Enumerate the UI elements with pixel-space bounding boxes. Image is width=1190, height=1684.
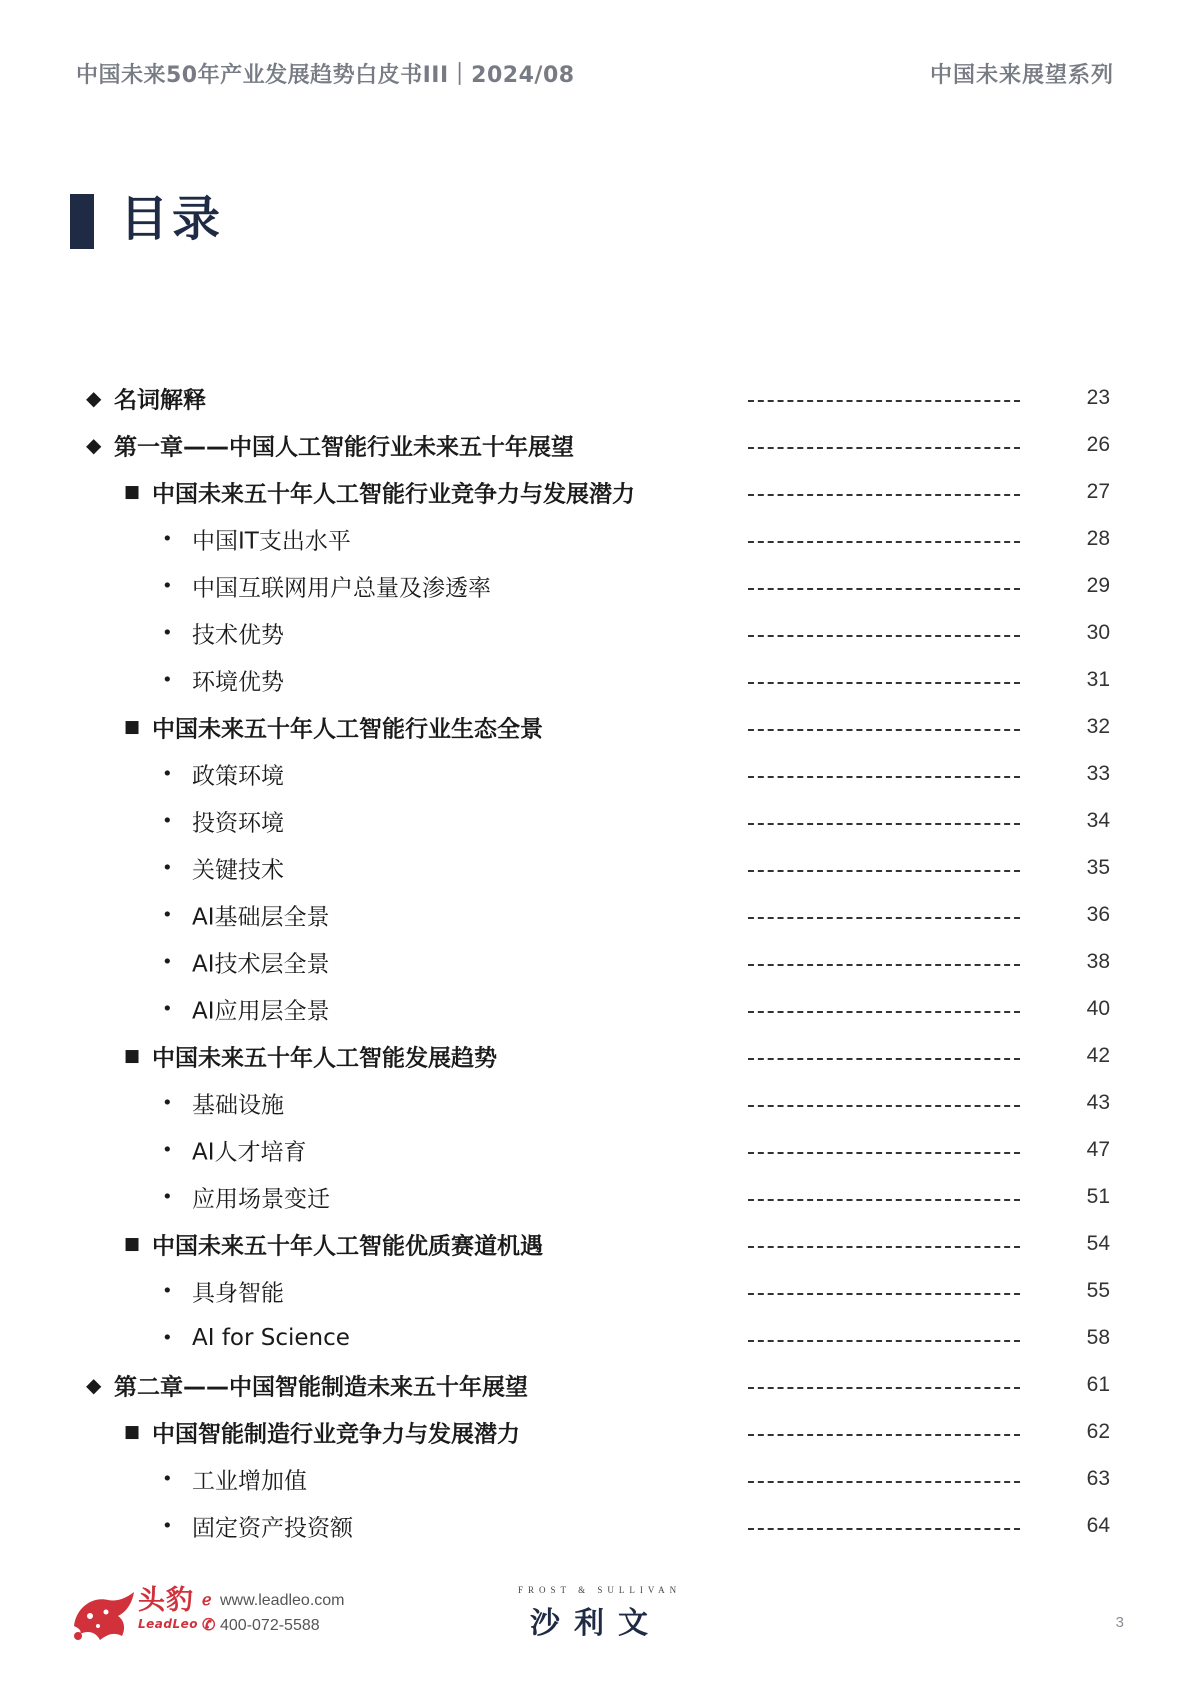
phone-icon: ✆ [202, 1617, 216, 1634]
toc-entry[interactable] [0, 1126, 1190, 1173]
toc-entry-label: 应用场景变迁 [192, 1186, 330, 1212]
toc-entry[interactable] [0, 750, 1190, 797]
toc-entry-page: 47 [1086, 1137, 1110, 1161]
toc-leader-dashes [748, 917, 1020, 919]
dot-bullet-icon: • [162, 857, 173, 878]
toc-entry-page: 26 [1086, 432, 1110, 456]
toc-entry-page: 29 [1086, 573, 1110, 597]
toc-entry[interactable] [0, 421, 1190, 468]
dot-bullet-icon: • [162, 575, 173, 596]
toc-entry[interactable] [0, 374, 1190, 421]
toc-leader-dashes [748, 1340, 1020, 1342]
toc-leader-dashes [748, 1434, 1020, 1436]
toc-entry-page: 34 [1086, 808, 1110, 832]
toc-entry-label: 中国互联网用户总量及渗透率 [192, 575, 491, 601]
table-of-contents [0, 374, 1190, 1549]
toc-entry-page: 55 [1086, 1278, 1110, 1302]
toc-entry-page: 32 [1086, 714, 1110, 738]
toc-entry-label: 第二章——中国智能制造未来五十年展望 [114, 1374, 528, 1400]
toc-entry-label: AI应用层全景 [192, 998, 330, 1024]
toc-entry-label: AI人才培育 [192, 1139, 307, 1165]
toc-entry-label: 中国未来五十年人工智能优质赛道机遇 [152, 1233, 543, 1259]
dot-bullet-icon: • [162, 998, 173, 1019]
dot-bullet-icon: • [162, 1327, 173, 1348]
square-bullet-icon: ■ [124, 481, 141, 502]
toc-entry-page: 61 [1086, 1372, 1110, 1396]
toc-entry-page: 42 [1086, 1043, 1110, 1067]
toc-leader-dashes [748, 1246, 1020, 1248]
frost-sullivan-wordmark: FROST & SULLIVAN [518, 1585, 682, 1595]
toc-entry[interactable] [0, 656, 1190, 703]
toc-entry[interactable] [0, 1079, 1190, 1126]
dot-bullet-icon: • [162, 1280, 173, 1301]
toc-entry-page: 64 [1086, 1513, 1110, 1537]
toc-entry[interactable] [0, 1267, 1190, 1314]
toc-entry[interactable] [0, 797, 1190, 844]
toc-leader-dashes [748, 729, 1020, 731]
phone-number: 400-072-5588 [220, 1617, 320, 1634]
dot-bullet-icon: • [162, 528, 173, 549]
toc-leader-dashes [748, 1152, 1020, 1154]
toc-entry-page: 62 [1086, 1419, 1110, 1443]
toc-entry-page: 51 [1086, 1184, 1110, 1208]
toc-entry-page: 23 [1086, 385, 1110, 409]
toc-entry-label: 第一章——中国人工智能行业未来五十年展望 [114, 434, 574, 460]
toc-entry[interactable] [0, 609, 1190, 656]
toc-entry[interactable] [0, 703, 1190, 750]
brand-cn: 头豹 [138, 1585, 194, 1616]
toc-entry-label: 中国智能制造行业竞争力与发展潜力 [152, 1421, 520, 1447]
toc-entry-label: 中国未来五十年人工智能发展趋势 [152, 1045, 497, 1071]
toc-entry-page: 38 [1086, 949, 1110, 973]
toc-leader-dashes [748, 541, 1020, 543]
leadleo-logo-icon [70, 1586, 140, 1646]
dot-bullet-icon: • [162, 951, 173, 972]
toc-entry-label: 政策环境 [192, 763, 284, 789]
toc-leader-dashes [748, 870, 1020, 872]
square-bullet-icon: ■ [124, 1233, 141, 1254]
toc-entry-label: 技术优势 [192, 622, 284, 648]
toc-entry-page: 27 [1086, 479, 1110, 503]
toc-leader-dashes [748, 1058, 1020, 1060]
toc-entry-label: 中国未来五十年人工智能行业竞争力与发展潜力 [152, 481, 635, 507]
toc-leader-dashes [748, 776, 1020, 778]
toc-leader-dashes [748, 588, 1020, 590]
toc-entry-label: 基础设施 [192, 1092, 284, 1118]
dot-bullet-icon: • [162, 1186, 173, 1207]
toc-entry[interactable] [0, 1314, 1190, 1361]
toc-entry[interactable] [0, 1173, 1190, 1220]
toc-leader-dashes [748, 447, 1020, 449]
toc-leader-dashes [748, 1105, 1020, 1107]
toc-entry-page: 28 [1086, 526, 1110, 550]
toc-leader-dashes [748, 400, 1020, 402]
toc-entry-label: AI for Science [192, 1324, 350, 1351]
toc-entry[interactable] [0, 891, 1190, 938]
toc-leader-dashes [748, 823, 1020, 825]
toc-entry-page: 30 [1086, 620, 1110, 644]
page-title: 目录 [120, 191, 225, 247]
square-bullet-icon: ■ [124, 1045, 141, 1066]
header-report-title: 中国未来50年产业发展趋势白皮书III｜2024/08 [76, 63, 575, 88]
toc-entry[interactable] [0, 844, 1190, 891]
toc-entry-label: 工业增加值 [192, 1468, 307, 1494]
square-bullet-icon: ■ [124, 716, 141, 737]
toc-entry-label: 中国未来五十年人工智能行业生态全景 [152, 716, 543, 742]
toc-entry-label: 名词解释 [114, 387, 206, 413]
diamond-bullet-icon: ◆ [86, 432, 102, 457]
toc-leader-dashes [748, 682, 1020, 684]
toc-entry[interactable] [0, 1502, 1190, 1549]
dot-bullet-icon: • [162, 1515, 173, 1536]
toc-entry-page: 43 [1086, 1090, 1110, 1114]
leadleo-wordmark [138, 1586, 198, 1632]
toc-entry-label: 固定资产投资额 [192, 1515, 353, 1541]
diamond-bullet-icon: ◆ [86, 1372, 102, 1397]
dot-bullet-icon: • [162, 622, 173, 643]
page-number: 3 [1115, 1614, 1124, 1631]
contact-info [202, 1588, 345, 1638]
toc-entry-page: 33 [1086, 761, 1110, 785]
toc-leader-dashes [748, 494, 1020, 496]
dot-bullet-icon: • [162, 1468, 173, 1489]
toc-leader-dashes [748, 964, 1020, 966]
toc-entry-page: 36 [1086, 902, 1110, 926]
website-link[interactable]: www.leadleo.com [220, 1592, 345, 1609]
toc-entry-page: 58 [1086, 1325, 1110, 1349]
web-icon: ℯ [202, 1592, 212, 1609]
toc-entry[interactable] [0, 1032, 1190, 1079]
header-series-name: 中国未来展望系列 [929, 63, 1114, 88]
toc-entry[interactable] [0, 1408, 1190, 1455]
dot-bullet-icon: • [162, 1139, 173, 1160]
toc-leader-dashes [748, 1387, 1020, 1389]
brand-en: LeadLeo [138, 1617, 199, 1631]
toc-entry[interactable] [0, 938, 1190, 985]
toc-entry[interactable] [0, 1220, 1190, 1267]
toc-entry[interactable] [0, 562, 1190, 609]
toc-leader-dashes [748, 1481, 1020, 1483]
toc-leader-dashes [748, 1011, 1020, 1013]
sullivan-cn-logo: 沙利文 [530, 1606, 662, 1641]
toc-entry[interactable] [0, 468, 1190, 515]
toc-entry-page: 40 [1086, 996, 1110, 1020]
toc-entry[interactable] [0, 515, 1190, 562]
toc-entry-label: 环境优势 [192, 669, 284, 695]
toc-entry-label: AI技术层全景 [192, 951, 330, 977]
toc-entry-page: 35 [1086, 855, 1110, 879]
diamond-bullet-icon: ◆ [86, 385, 102, 410]
toc-entry-label: 关键技术 [192, 857, 284, 883]
title-accent-bar [70, 194, 94, 249]
toc-entry-page: 31 [1086, 667, 1110, 691]
toc-entry-label: 中国IT支出水平 [192, 528, 351, 554]
toc-entry[interactable] [0, 985, 1190, 1032]
toc-leader-dashes [748, 1199, 1020, 1201]
toc-entry-label: AI基础层全景 [192, 904, 330, 930]
toc-leader-dashes [748, 635, 1020, 637]
toc-entry-page: 63 [1086, 1466, 1110, 1490]
toc-entry[interactable] [0, 1361, 1190, 1408]
dot-bullet-icon: • [162, 1092, 173, 1113]
toc-entry-label: 具身智能 [192, 1280, 284, 1306]
dot-bullet-icon: • [162, 904, 173, 925]
toc-leader-dashes [748, 1293, 1020, 1295]
toc-entry-label: 投资环境 [192, 810, 284, 836]
square-bullet-icon: ■ [124, 1421, 141, 1442]
toc-entry-page: 54 [1086, 1231, 1110, 1255]
dot-bullet-icon: • [162, 763, 173, 784]
dot-bullet-icon: • [162, 669, 173, 690]
toc-leader-dashes [748, 1528, 1020, 1530]
dot-bullet-icon: • [162, 810, 173, 831]
toc-entry[interactable] [0, 1455, 1190, 1502]
